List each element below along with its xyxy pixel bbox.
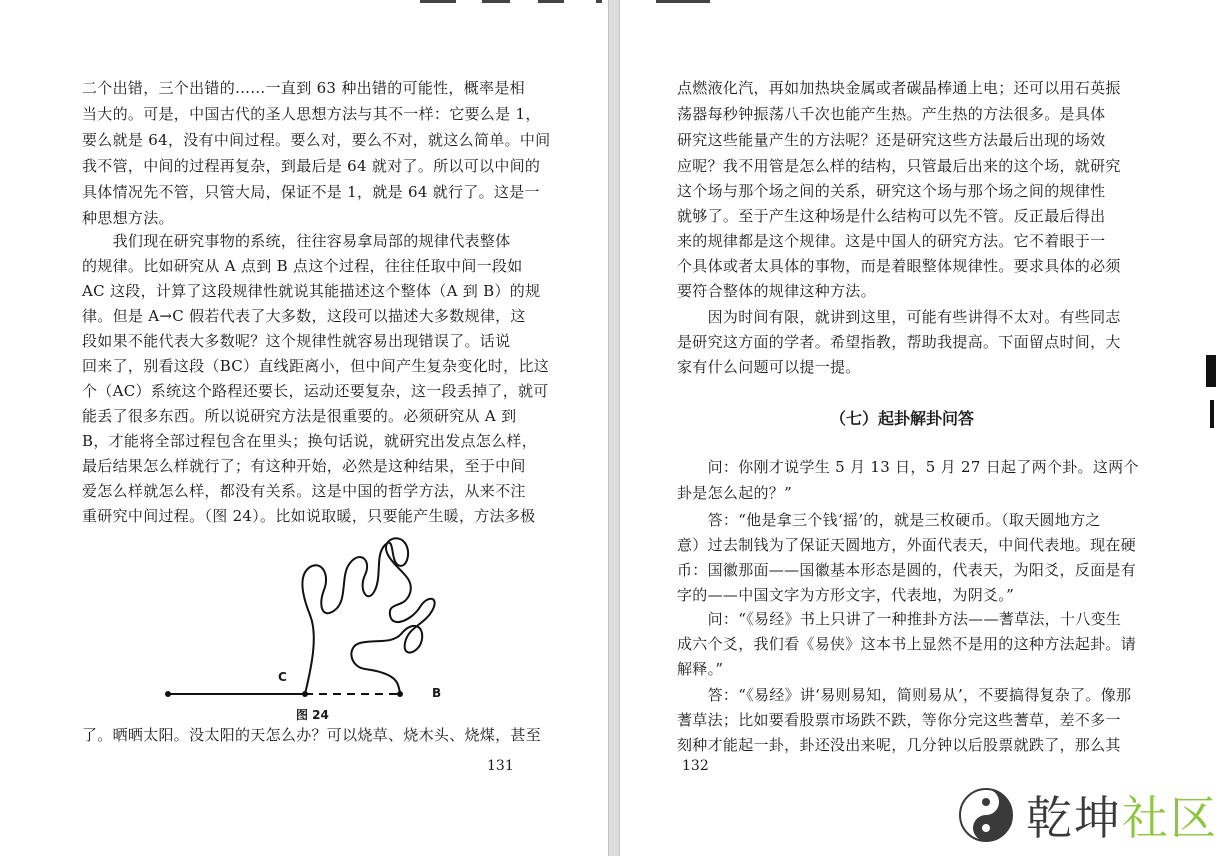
scan-mark: [1210, 400, 1214, 428]
text-line: 爱怎么样就怎么样，都没有关系。这是中国的哲学方法，从来不注: [82, 482, 526, 500]
text-line: 成六个爻，我们看《易侠》这本书上显然不是用的这种方法起卦。请: [677, 635, 1137, 653]
text-line: 种思想方法。: [82, 209, 174, 227]
text-line: 答：“他是拿三个钱‘摇’的，就是三枚硬币。（取天圆地方之: [677, 511, 1101, 529]
yin-yang-icon: [958, 787, 1014, 843]
text-line: 蓍草法；比如要看股票市场跌不跌，等你分完这些蓍草，差不多一: [677, 711, 1121, 729]
text-line: 具体情况先不管，只管大局，保证不是 1，就是 64 就行了。这是一: [82, 183, 540, 201]
text-line: 回来了，别看这段（BC）直线距离小，但中间产生复杂变化时，比这: [82, 357, 550, 375]
figure-caption: 图 24: [296, 708, 329, 722]
text-line: 字的——中国文字为方形文字，代表地，为阴爻。”: [677, 586, 1015, 604]
figure-label-c: C: [278, 670, 287, 684]
text-line: 问：你刚才说学生 5 月 13 日，5 月 27 日起了两个卦。这两个: [677, 458, 1139, 476]
watermark-text: [1026, 782, 1218, 848]
text-line: 二个出错，三个出错的……一直到 63 种出错的可能性，概率是相: [82, 79, 525, 97]
text-line: AC 这段，计算了这段规律性就说其能描述这个整体（A 到 B）的规: [82, 282, 541, 300]
text-line: 最后结果怎么样就行了；有这种开始，必然是这种结果，至于中间: [82, 457, 526, 475]
text-line: 来的规律都是这个规律。这是中国人的研究方法。它不着眼于一: [677, 232, 1106, 250]
text-line: B，才能将全部过程包含在里头；换句话说，就研究出发点怎么样，: [82, 432, 538, 450]
text-line: 的规律。比如研究从 A 点到 B 点这个过程，往往任取中间一段如: [82, 257, 523, 275]
text-line: 就够了。至于产生这种场是什么结构可以先不管。反正最后得出: [677, 207, 1106, 225]
page-number: 131: [487, 758, 514, 774]
text-line: 意）过去制钱为了保证天圆地方，外面代表天，中间代表地。现在硬: [677, 536, 1137, 554]
text-line: 要么就是 64，没有中间过程。要么对，要么不对，就这么简单。中间: [82, 131, 551, 149]
page-131: [0, 0, 608, 856]
point-a: [165, 691, 171, 697]
text-line: 我不管，中间的过程再复杂，到最后是 64 就对了。所以可以中间的: [82, 157, 541, 175]
text-line: 个（AC）系统这个路程还要长，运动还要复杂，这一段丢掉了，就可: [82, 382, 549, 400]
figure-label-b: B: [432, 686, 442, 700]
scan-mark: [1206, 355, 1216, 387]
text-line: 研究这些能量产生的方法呢？还是研究这些方法最后出现的场效: [677, 131, 1106, 149]
text-line: 应呢？我不用管是怎么样的结构，只管最后出来的这个场，就研究: [677, 157, 1121, 175]
watermark-text-part1: 乾坤: [1026, 791, 1122, 845]
watermark-text-part2: 社区: [1122, 791, 1218, 845]
scan-mark: [538, 0, 564, 3]
text-line: 重研究中间过程。（图 24）。比如说取暖，只要能产生暖，方法多极: [82, 507, 536, 525]
text-line: 答：“《易经》讲‘易则易知，简则易从’，不要搞得复杂了。像那: [677, 686, 1132, 704]
text-line: 要符合整体的规律这种方法。: [677, 282, 876, 300]
text-line: 段如果不能代表大多数呢？这个规律性就容易出现错误了。话说: [82, 332, 511, 350]
text-line: 点燃液化汽，再如加热块金属或者碳晶棒通上电；还可以用石英振: [677, 79, 1121, 97]
text-line: 荡器每秒钟振荡八千次也能产生热。产生热的方法很多。是具体: [677, 105, 1106, 123]
text-line: 当大的。可是，中国古代的圣人思想方法与其不一样：它要么是 1，: [82, 105, 541, 123]
page-number: 132: [682, 758, 709, 774]
text-line: 卦是怎么起的？”: [677, 484, 793, 502]
text-line: 我们现在研究事物的系统，往往容易拿局部的规律代表整体: [82, 232, 511, 250]
scan-mark: [420, 0, 456, 3]
scan-mark: [482, 0, 510, 3]
scan-mark: [656, 0, 710, 3]
text-line: 家有什么问题可以提一提。: [677, 358, 861, 376]
text-line: 了。晒晒太阳。没太阳的天怎么办？可以烧草、烧木头、烧煤，甚至: [82, 726, 542, 744]
text-line: 律。但是 A→C 假若代表了大多数，这段可以描述大多数规律，这: [82, 307, 526, 325]
text-line: 个具体或者太具体的事物，而是着眼整体规律性。要求具体的必须: [677, 257, 1121, 275]
text-line: 是研究这方面的学者。希望指教，帮助我提高。下面留点时间，大: [677, 333, 1121, 351]
text-line: 因为时间有限，就讲到这里，可能有些讲得不太对。有些同志: [677, 308, 1121, 326]
page-gutter: [608, 0, 620, 856]
scan-mark: [596, 0, 602, 3]
text-line: 刻种才能起一卦，卦还没出来呢，几分钟以后股票就跌了，那么其: [677, 736, 1121, 754]
section-heading: （七）起卦解卦问答: [830, 409, 975, 428]
site-watermark: [958, 780, 1220, 850]
text-line: 这个场与那个场之间的关系，研究这个场与那个场之间的规律性: [677, 182, 1106, 200]
complex-path: [302, 538, 434, 694]
page-132: [620, 0, 1224, 856]
text-line: 解释。”: [677, 660, 724, 678]
text-line: 币：国徽那面——国徽基本形态是圆的，代表天，为阳爻，反面是有: [677, 561, 1137, 579]
text-line: 能丢了很多东西。所以说研究方法是很重要的。必须研究从 A 到: [82, 407, 517, 425]
text-line: 问：“《易经》书上只讲了一种推卦方法——蓍草法，十八变生: [677, 610, 1122, 628]
figure-24-diagram: [150, 535, 470, 720]
